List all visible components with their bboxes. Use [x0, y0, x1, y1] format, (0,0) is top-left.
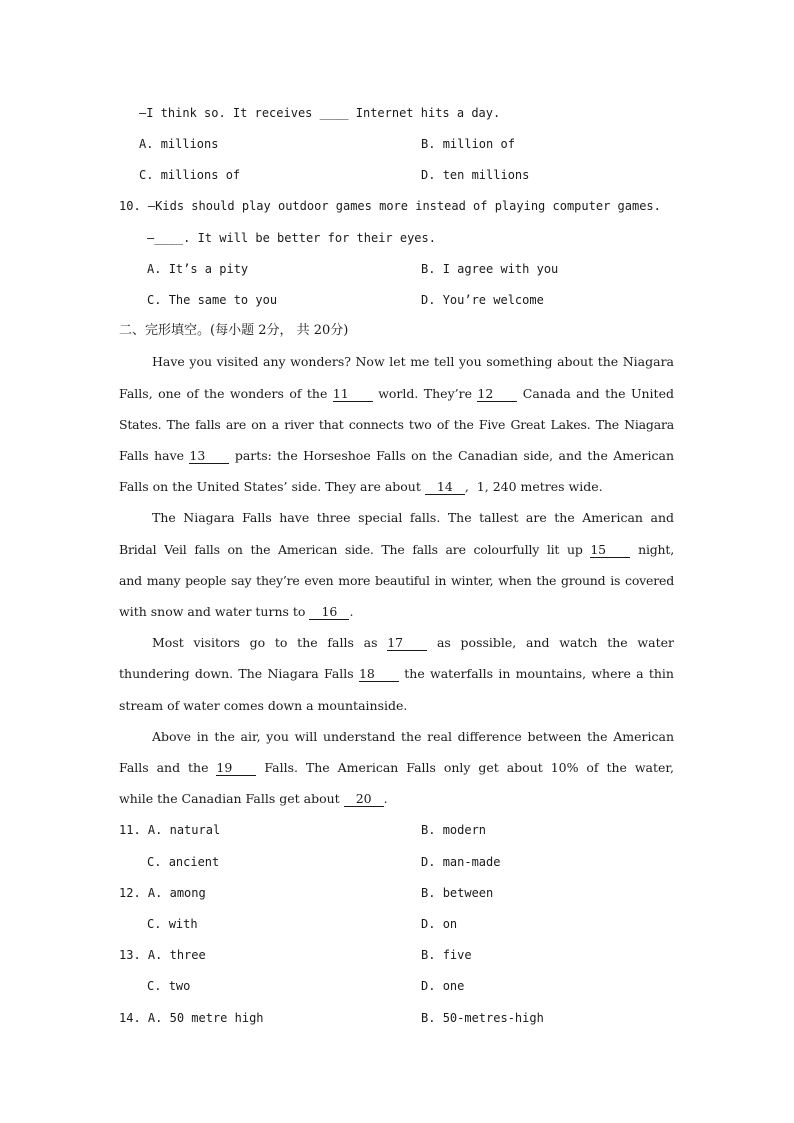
choice-11-a: 11. A. natural	[119, 823, 221, 837]
choice-13-b: B. five	[421, 948, 472, 962]
blank-20[interactable]: 20	[344, 792, 384, 807]
q9-reply: —I think so. It receives ____ Internet hits a day.	[139, 106, 501, 120]
passage-line: Falls have 13 parts: the Horseshoe Falls on the Canadian side, and the American	[119, 448, 674, 463]
passage-line: with snow and water turns to 16 .	[119, 604, 354, 619]
q9-option-c: C. millions of	[139, 168, 241, 182]
blank-18[interactable]: 18	[359, 667, 399, 682]
passage-line: Above in the air, you will understand the real difference between the American	[152, 729, 674, 744]
passage-line: Falls and the 19 Falls. The American Falls only get about 10% of the water,	[119, 760, 674, 775]
blank-17[interactable]: 17	[387, 636, 427, 651]
blank-11[interactable]: 11	[333, 387, 373, 402]
passage-line: States. The falls are on a river that connects two of the Five Great Lakes. The Niagara	[119, 417, 674, 432]
choice-12-d: D. on	[421, 917, 458, 931]
blank-13[interactable]: 13	[189, 449, 229, 464]
q10-option-c: C. The same to you	[147, 293, 278, 307]
passage-line: Falls on the United States’ side. They are about 14 , 1, 240 metres wide.	[119, 479, 603, 494]
blank-14[interactable]: 14	[425, 480, 465, 495]
blank-19[interactable]: 19	[216, 761, 256, 776]
q9-option-a: A. millions	[139, 137, 219, 151]
passage-line: The Niagara Falls have three special falls. The tallest are the American and	[152, 510, 674, 525]
choice-12-a: 12. A. among	[119, 886, 206, 900]
choice-13-a: 13. A. three	[119, 948, 206, 962]
passage-line: Bridal Veil falls on the American side. The falls are colourfully lit up 15 night,	[119, 542, 674, 557]
passage-line: and many people say they’re even more beautiful in winter, when the ground is covered	[119, 573, 674, 588]
choice-12-c: C. with	[147, 917, 198, 931]
passage-line: stream of water comes down a mountainside.	[119, 698, 408, 713]
choice-13-d: D. one	[421, 979, 465, 993]
blank-16[interactable]: 16	[309, 605, 349, 620]
section-heading: 二、完形填空。(每小题 2分， 共 20分)	[119, 323, 349, 338]
passage-line: Most visitors go to the falls as 17 as possible, and watch the water	[152, 635, 674, 650]
choice-14-b: B. 50-metres-high	[421, 1011, 544, 1025]
q9-option-d: D. ten millions	[421, 168, 530, 182]
q9-option-b: B. million of	[421, 137, 515, 151]
q10-option-a: A. It’s a pity	[147, 262, 249, 276]
blank-12[interactable]: 12	[477, 387, 517, 402]
choice-14-a: 14. A. 50 metre high	[119, 1011, 264, 1025]
passage-line: thundering down. The Niagara Falls 18 the waterfalls in mountains, where a thin	[119, 666, 674, 681]
choice-11-d: D. man-made	[421, 855, 501, 869]
q10-reply: —____. It will be better for their eyes.	[147, 231, 436, 245]
q10-option-b: B. I agree with you	[421, 262, 559, 276]
choice-12-b: B. between	[421, 886, 494, 900]
choice-13-c: C. two	[147, 979, 191, 993]
passage-line: while the Canadian Falls get about 20 .	[119, 791, 388, 806]
passage-line: Have you visited any wonders? Now let me tell you something about the Niagara	[152, 354, 674, 369]
q10-question: 10. —Kids should play outdoor games more instead of playing computer games.	[119, 199, 661, 213]
blank-15[interactable]: 15	[590, 543, 630, 558]
passage-line: Falls, one of the wonders of the 11 world. They’re 12 Canada and the United	[119, 386, 674, 401]
q10-option-d: D. You’re welcome	[421, 293, 544, 307]
choice-11-c: C. ancient	[147, 855, 220, 869]
choice-11-b: B. modern	[421, 823, 487, 837]
